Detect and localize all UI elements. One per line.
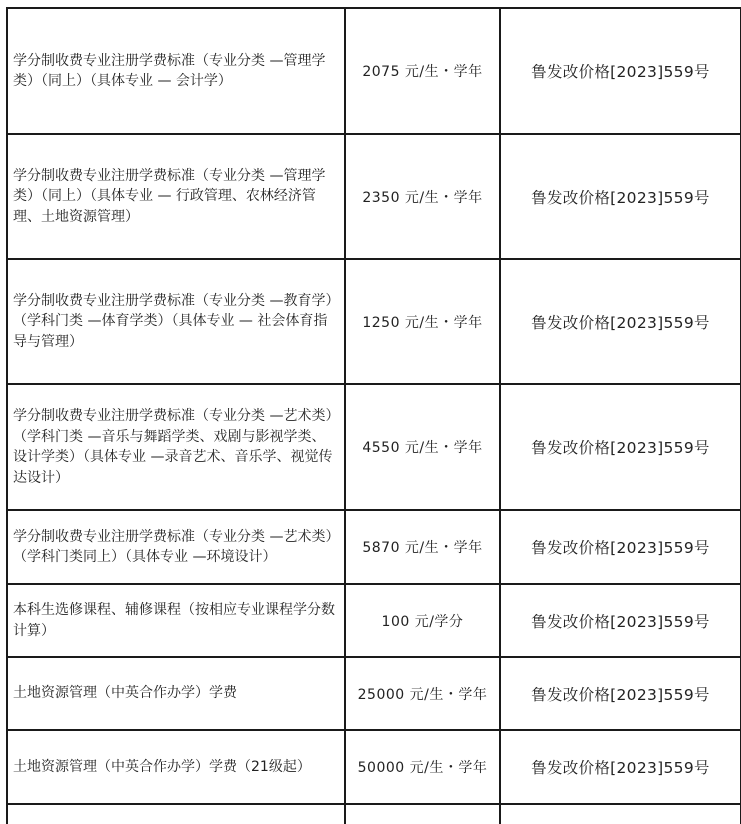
table-row [7,510,741,584]
fee-item-cell [7,730,345,804]
fee-item-cell [7,8,345,134]
fee-amount-cell: 2075 元/生・学年 [345,8,500,134]
fee-amount-cell: 25000 元/生・学年 [345,657,500,730]
fee-amount-cell: 100 元/学分 [345,584,500,657]
empty-cell [7,804,345,824]
fee-amount-cell: 5870 元/生・学年 [345,510,500,584]
fee-item-text: 土地资源管理（中英合作办学）学费 [13,685,237,702]
fee-standards-table [6,7,741,824]
fee-item-text: 学分制收费专业注册学费标准（专业分类 —艺术类）（学科门类同上）（具体专业 —环境设计） [13,528,333,565]
table-row [7,730,741,804]
fee-item-cell [7,384,345,510]
fee-item-text: 本科生选修课程、辅修课程（按相应专业课程学分数计算） [13,602,335,639]
fee-amount-cell: 1250 元/生・学年 [345,259,500,384]
policy-document-cell: 鲁发改价格[2023]559号 [500,657,741,730]
empty-cell [345,804,500,824]
policy-document-cell: 鲁发改价格[2023]559号 [500,8,741,134]
fee-item-cell [7,134,345,259]
policy-document-cell: 鲁发改价格[2023]559号 [500,510,741,584]
table-row [7,584,741,657]
fee-item-text: 学分制收费专业注册学费标准（专业分类 —艺术类）（学科门类 —音乐与舞蹈学类、戏剧与影视学类、设计学类）（具体专业 —录音艺术、音乐学、视觉传达设计） [13,408,333,486]
fee-item-cell [7,510,345,584]
fee-item-text: 学分制收费专业注册学费标准（专业分类 —教育学）（学科门类 —体育学类）（具体专业 — 社会体育指导与管理） [13,292,333,350]
table-row [7,384,741,510]
fee-item-cell [7,657,345,730]
table-row [7,657,741,730]
fee-amount-cell: 50000 元/生・学年 [345,730,500,804]
fee-amount-cell: 4550 元/生・学年 [345,384,500,510]
policy-document-cell: 鲁发改价格[2023]559号 [500,259,741,384]
table-row-truncated [7,804,741,824]
table-row [7,259,741,384]
fee-item-text: 土地资源管理（中英合作办学）学费（21级起） [13,758,311,775]
fee-amount-cell: 2350 元/生・学年 [345,134,500,259]
policy-document-cell: 鲁发改价格[2023]559号 [500,730,741,804]
table-row [7,134,741,259]
fee-item-text: 学分制收费专业注册学费标准（专业分类 —管理学类）（同上）（具体专业 — 会计学） [13,52,326,89]
policy-document-cell: 鲁发改价格[2023]559号 [500,134,741,259]
fee-item-text: 学分制收费专业注册学费标准（专业分类 —管理学类）（同上）（具体专业 — 行政管理、农林经济管理、土地资源管理） [13,167,326,225]
policy-document-cell: 鲁发改价格[2023]559号 [500,384,741,510]
table-row [7,8,741,134]
empty-cell [500,804,741,824]
policy-document-cell: 鲁发改价格[2023]559号 [500,584,741,657]
fee-item-cell [7,259,345,384]
fee-item-cell [7,584,345,657]
